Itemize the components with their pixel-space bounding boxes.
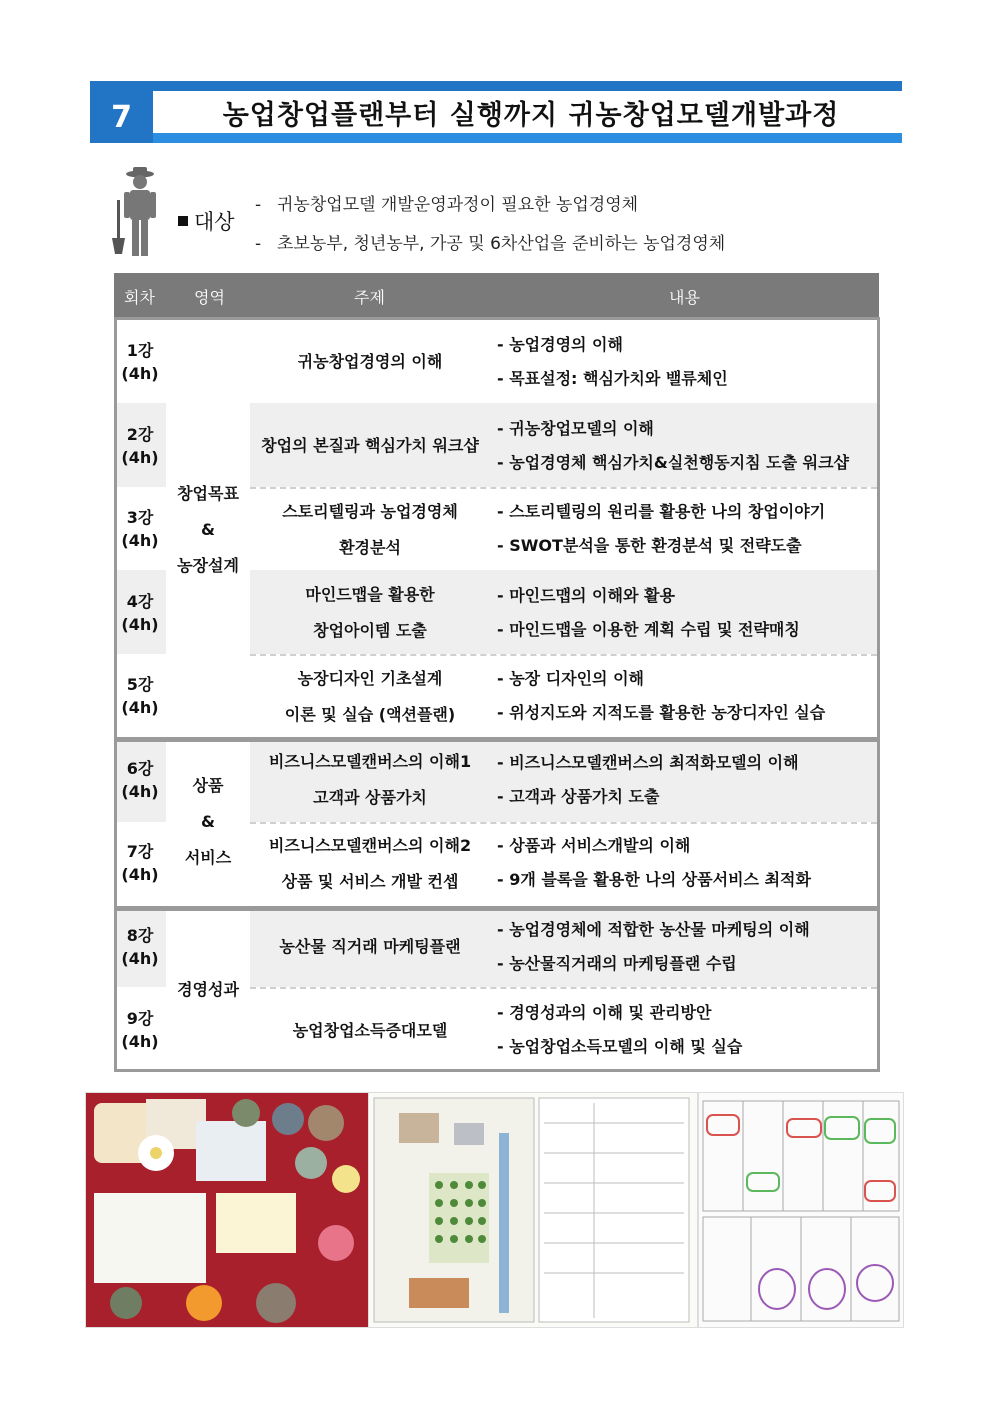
area-line: 서비스	[184, 848, 232, 867]
table-header	[114, 273, 879, 317]
subject-cell	[250, 494, 490, 566]
lesson-cell	[115, 506, 165, 552]
farm-design-drawing-photo	[368, 1092, 698, 1328]
lesson-cell	[115, 339, 165, 385]
subject-cell	[250, 661, 490, 733]
subject-cell	[250, 344, 490, 380]
area-cell	[166, 476, 250, 584]
lesson-cell	[115, 673, 165, 719]
lesson-hours: (4h)	[121, 865, 159, 884]
content-cell	[497, 662, 825, 730]
subject-cell	[250, 828, 490, 900]
lesson-number: 9강	[126, 1009, 154, 1028]
lesson-number: 7강	[126, 842, 154, 861]
content-line: - 고객과 상품가치 도출	[497, 787, 660, 806]
page-title: 농업창업플랜부터 실행까지 귀농창업모델개발과정	[222, 99, 840, 131]
lesson-number: 3강	[126, 508, 154, 527]
content-line: - 마인드맵의 이해와 활용	[497, 586, 675, 605]
content-cell	[497, 746, 799, 814]
bullet-square-icon	[178, 216, 188, 226]
business-canvas-worksheet-photo	[698, 1092, 904, 1328]
lesson-hours: (4h)	[121, 448, 159, 467]
target-item: - 귀농창업모델 개발운영과정이 필요한 농업경영체	[255, 195, 639, 215]
lesson-cell	[115, 840, 165, 886]
content-line: - 상품과 서비스개발의 이해	[497, 836, 691, 855]
lesson-number: 4강	[126, 592, 154, 611]
subject-cell	[250, 744, 490, 816]
target-label	[178, 206, 235, 236]
target-item: - 초보농부, 청년농부, 가공 및 6차산업을 준비하는 농업경영체	[255, 234, 726, 254]
lesson-hours: (4h)	[121, 531, 159, 550]
content-line: - 농업창업소득모델의 이해 및 실습	[497, 1037, 743, 1056]
content-line: - SWOT분석을 통한 환경분석 및 전략도출	[497, 536, 802, 555]
header-top-bar	[90, 81, 902, 91]
content-line: - 귀농창업모델의 이해	[497, 419, 654, 438]
lesson-hours: (4h)	[121, 698, 159, 717]
content-cell	[497, 412, 849, 480]
col-header-area: 영역	[194, 288, 225, 307]
col-header-lesson: 회차	[124, 288, 155, 307]
lesson-number: 2강	[126, 425, 154, 444]
content-line: - 농업경영체 핵심가치&실천행동지침 도출 워크샵	[497, 453, 849, 472]
area-cell	[166, 768, 250, 876]
area-line: &	[201, 520, 215, 539]
content-line: - 농산물직거래의 마케팅플랜 수립	[497, 954, 737, 973]
content-cell	[497, 913, 810, 981]
subject-line: 농장디자인 기초설계	[297, 669, 443, 688]
subject-cell	[250, 1013, 490, 1049]
content-line: - 농업경영의 이해	[497, 335, 623, 354]
content-line: - 스토리텔링의 원리를 활용한 나의 창업이야기	[497, 502, 826, 521]
farmer-icon	[108, 166, 164, 258]
subject-cell	[250, 428, 490, 464]
col-header-content: 내용	[669, 288, 700, 307]
lesson-number: 5강	[126, 675, 154, 694]
lesson-hours: (4h)	[121, 782, 159, 801]
content-line: - 경영성과의 이해 및 관리방안	[497, 1003, 712, 1022]
subject-line: 귀농창업경영의 이해	[297, 352, 443, 371]
content-line: - 목표설정: 핵심가치와 밸류체인	[497, 369, 728, 388]
lesson-number: 6강	[126, 759, 154, 778]
section-number: 7	[90, 91, 153, 143]
subject-cell	[250, 929, 490, 965]
area-cell	[166, 972, 250, 1008]
lesson-hours: (4h)	[121, 615, 159, 634]
content-line: - 마인드맵을 이용한 계획 수립 및 전략매칭	[497, 620, 800, 639]
lesson-number: 8강	[126, 926, 154, 945]
lesson-number: 1강	[126, 341, 154, 360]
header-bottom-bar	[153, 133, 902, 143]
subject-cell	[250, 577, 490, 649]
col-header-subject: 주제	[354, 288, 385, 307]
subject-line: 창업아이템 도출	[313, 621, 427, 640]
content-cell	[497, 495, 825, 563]
content-line: - 비즈니스모델캔버스의 최적화모델의 이해	[497, 753, 799, 772]
subject-line: 창업의 본질과 핵심가치 워크샵	[261, 436, 479, 455]
lesson-cell	[115, 590, 165, 636]
content-cell	[497, 328, 728, 396]
lesson-cell	[115, 423, 165, 469]
subject-line: 농산물 직거래 마케팅플랜	[279, 937, 461, 956]
subject-line: 마인드맵을 활용한	[305, 585, 435, 604]
content-cell	[497, 996, 742, 1064]
area-line: 창업목표	[177, 484, 239, 503]
content-cell	[497, 579, 800, 647]
target-item-text: 귀농창업모델 개발운영과정이 필요한 농업경영체	[277, 195, 639, 215]
content-cell	[497, 829, 811, 897]
target-label-text: 대상	[194, 210, 235, 234]
subject-line: 비즈니스모델캔버스의 이해1	[268, 752, 472, 771]
content-line: - 9개 블록을 활용한 나의 상품서비스 최적화	[497, 870, 811, 889]
area-line: 농장설계	[177, 556, 239, 575]
subject-line: 고객과 상품가치	[313, 788, 427, 807]
subject-line: 상품 및 서비스 개발 컨셉	[281, 872, 459, 891]
lesson-cell	[115, 924, 165, 970]
target-item-text: 초보농부, 청년농부, 가공 및 6차산업을 준비하는 농업경영체	[277, 234, 726, 254]
subject-line: 농업창업소득증대모델	[292, 1021, 448, 1040]
area-line: 경영성과	[177, 980, 239, 999]
subject-line: 이론 및 실습 (액션플랜)	[284, 705, 456, 724]
lesson-hours: (4h)	[121, 1032, 159, 1051]
lesson-cell	[115, 1007, 165, 1053]
workshop-board-photo	[85, 1092, 369, 1328]
area-line: 상품	[192, 776, 224, 795]
subject-line: 비즈니스모델캔버스의 이해2	[268, 836, 472, 855]
subject-line: 환경분석	[339, 538, 401, 557]
content-line: - 농장 디자인의 이해	[497, 669, 644, 688]
area-line: &	[201, 812, 215, 831]
content-line: - 농업경영체에 적합한 농산물 마케팅의 이해	[497, 920, 810, 939]
lesson-cell	[115, 757, 165, 803]
content-line: - 위성지도와 지적도를 활용한 농장디자인 실습	[497, 703, 826, 722]
lesson-hours: (4h)	[121, 949, 159, 968]
lesson-hours: (4h)	[121, 364, 159, 383]
subject-line: 스토리텔링과 농업경영체	[282, 502, 458, 521]
